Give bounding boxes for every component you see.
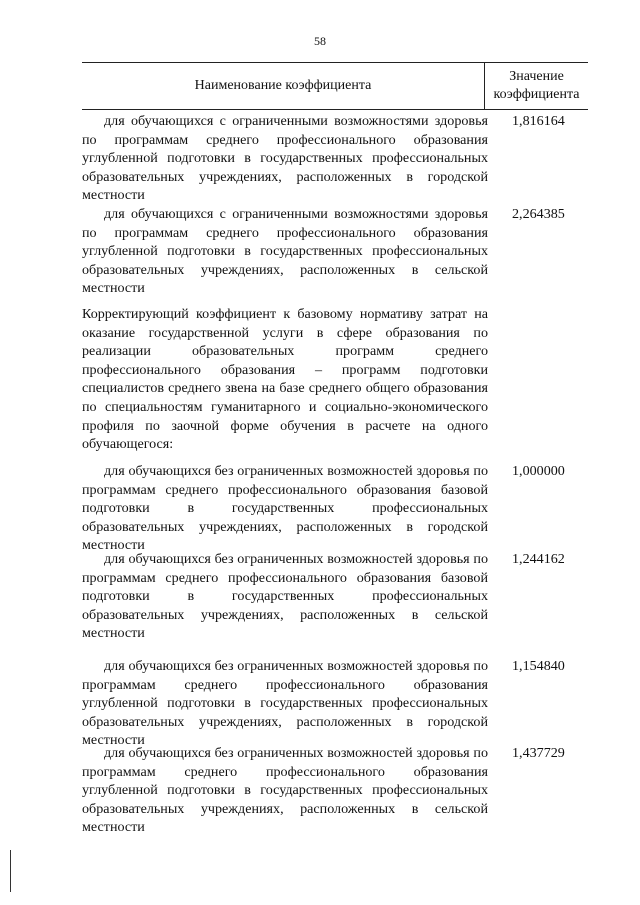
row-value-3: 1,000000 [512, 463, 565, 479]
row-text-1: для обучающихся с ограниченными возможностями здоровья по программам среднего профессионального образования углубленной подготовки в государственных профессиональных образовательных учреждениях, расположенных в городской местности [82, 113, 488, 204]
header-coefficient-name: Наименование коэффициента [194, 78, 372, 93]
scan-margin-line [10, 850, 11, 892]
section-heading: Корректирующий коэффициент к базовому нормативу затрат на оказание государственной услуги в сфере образования по реализации образовательных программ среднего профессионального образования – программ подготовки специалистов среднего звена на базе среднего общего образования по специальностям гуманитарного и социально-экономического профиля по заочной форме обучения в расчете на одного обучающегося: [82, 306, 488, 453]
row-value-5: 1,154840 [512, 658, 565, 674]
row-value-2: 2,264385 [512, 206, 565, 222]
table-header [82, 62, 588, 110]
row-value-6: 1,437729 [512, 745, 565, 761]
row-text-5: для обучающихся без ограниченных возможностей здоровья по программам среднего профессионального образования углубленной подготовки в государственных профессиональных образовательных учреждениях, расположенных в городской местности [82, 658, 488, 749]
row-text-3: для обучающихся без ограниченных возможностей здоровья по программам среднего профессионального образования базовой подготовки в государственных профессиональных образовательных учреждениях, расположенных в городской местности [82, 463, 488, 554]
row-value-4: 1,244162 [512, 551, 565, 567]
header-coefficient-value: Значение коэффициента [484, 63, 588, 109]
row-text-6: для обучающихся без ограниченных возможностей здоровья по программам среднего профессионального образования углубленной подготовки в государственных профессиональных образовательных учреждениях, расположенных в сельской местности [82, 745, 488, 836]
page-number: 58 [314, 34, 326, 48]
row-text-2: для обучающихся с ограниченными возможностями здоровья по программам среднего профессионального образования углубленной подготовки в государственных профессиональных образовательных учреждениях, расположенных в сельской местности [82, 206, 488, 297]
row-text-4: для обучающихся без ограниченных возможностей здоровья по программам среднего профессионального образования базовой подготовки в государственных профессиональных образовательных учреждениях, расположенных в сельской местности [82, 551, 488, 642]
row-value-1: 1,816164 [512, 113, 565, 129]
